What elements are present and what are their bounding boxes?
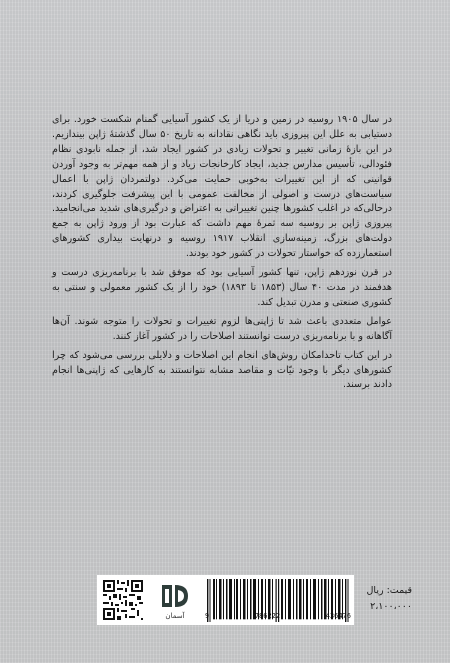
publisher-name: آسمان — [165, 611, 185, 620]
blurb-text — [52, 113, 392, 397]
isbn-digit-group-3: 436476 — [325, 612, 351, 620]
isbn-digit-group-1: 9 — [205, 612, 210, 620]
qr-code-graphic — [101, 578, 145, 622]
isbn-digits — [205, 612, 351, 620]
price-value: ۲،۱۰۰،۰۰۰ — [370, 601, 412, 612]
blurb-paragraph-4: در این کتاب تاحدامکان روش‌های انجام این اصلاحات و دلایلی بررسی می‌شود که چرا کشورهای دیگر با وجود نیّات و مقاصد مشابه نتوانستند به کارهایی که ژاپنی‌ها انجام دادند برسند. — [52, 349, 392, 391]
isbn-digit-group-2: 786222 — [254, 612, 281, 620]
price-block — [362, 583, 412, 615]
publisher-logo-icon — [158, 581, 192, 611]
price-label: قیمت: ریال — [366, 585, 412, 596]
blurb-paragraph-3: عوامل متعددی باعث شد تا ژاپنی‌ها لزوم تغییرات و تحولات را متوجه شوند. آن‌ها آگاهانه و با برنامه‌ریزی درست توانستند اصلاحات را در کشور آغاز کنند. — [52, 315, 392, 342]
publisher-logo — [152, 578, 198, 622]
blurb-paragraph-1: در سال ۱۹۰۵ روسیه در زمین و دریا از یک کشور آسیایی گمنام شکست خورد. برای دستیابی به علل این پیروزی باید نگاهی نقادانه به تاریخ ۵۰ سال گذشتهٔ ژاپن بیندازیم. در این بازهٔ زمانی تغییر و تحولات زیادی در کشور ایجاد شد، از جمله نابودی نظام فئودالی، تأسیس مدارس جدید، ایجاد کارخانجات زیاد و از همه مهم‌تر به وجود آوردن قوانینی که از این تغییرات به‌خوبی حمایت می‌کرد. دولتمردان ژاپن با اعمال سیاست‌های درست و اصولی از مخالفت عمومی با این پیشرفت جلوگیری کردند، درحالی‌که در اغلب کشورها چنین تغییراتی به اعتراض و درگیری‌های شدید می‌انجامید. پیروزی ژاپن بر روسیه سه ثمرهٔ مهم داشت که عبارت بود از ورود ژاپن به جمع دولت‌های بزرگ، زمینه‌سازی انقلاب ۱۹۱۷ روسیه و درنهایت بیداری کشورهای استعمارزده که خواستار تحولات در کشور خود بودند. — [52, 114, 393, 260]
blurb-paragraph-2: در قرن نوزدهم ژاپن، تنها کشور آسیایی بود که موفق شد با برنامه‌ریزی درست و هدفمند در مدت ۴۰ سال (۱۸۵۳ تا ۱۸۹۳) خود را از یک کشور معمولی و سنتی به کشوری صنعتی و مدرن تبدیل کند. — [52, 267, 392, 308]
qr-code — [101, 578, 145, 622]
